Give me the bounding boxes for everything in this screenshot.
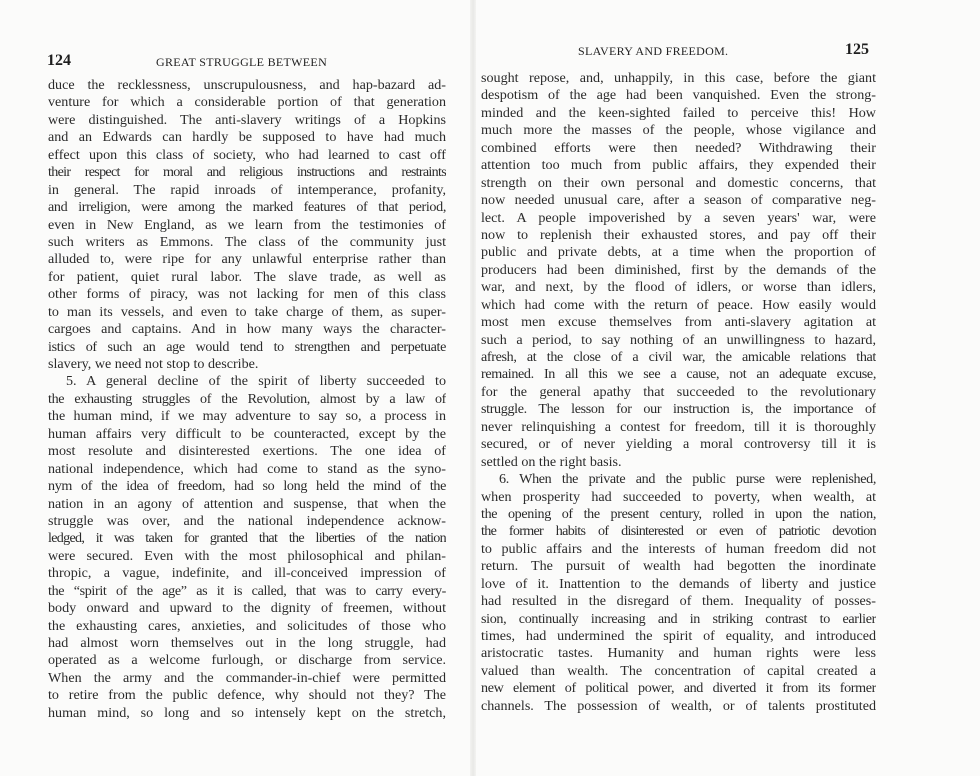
text-line: to public affairs and the interests of human freedom did not: [481, 540, 876, 557]
text-line: to man its vessels, and even to take charge of them, as super-: [48, 303, 446, 320]
text-line: such writers as Emmons. The class of the community just: [48, 233, 446, 250]
text-line: despotism of the age had been vanquished. Even the strong-: [481, 87, 876, 104]
text-line: combined efforts were then needed? Withdrawing their: [481, 139, 876, 156]
text-line: their respect for moral and religious instructions and restraints: [48, 164, 446, 181]
running-head: SLAVERY AND FREEDOM.: [578, 44, 729, 58]
text-line: other forms of piracy, was not lacking for men of this class: [48, 286, 446, 303]
text-line: which had come with the return of peace. How easily would: [481, 296, 876, 313]
text-line: minded and the keen-sighted failed to perceive this! How: [481, 104, 876, 121]
text-line: for patient, quiet rural labor. The slave trade, as well as: [48, 268, 446, 285]
text-line: secured, or of never yielding a moral controversy till it is: [481, 436, 876, 453]
text-line: operated as a welcome furlough, or discharge from service.: [48, 652, 446, 669]
text-line: to retire from the public defence, why should not they? The: [48, 687, 446, 704]
text-line: strength on their own personal and domestic concerns, that: [481, 174, 876, 191]
text-line: had resulted in the disregard of them. Inequality of posses-: [481, 593, 876, 610]
text-line: channels. The possession of wealth, or of talents prostituted: [481, 697, 876, 714]
text-line: ledged, it was taken for granted that the liberties of the nation: [48, 530, 446, 547]
text-line: nation in an agony of attention and suspense, that when the: [48, 495, 446, 512]
page-number: 124: [47, 52, 71, 69]
text-line: most men excuse themselves from anti-slavery agitation at: [481, 314, 876, 331]
text-line: slavery, we need not stop to describe.: [48, 356, 259, 372]
text-line: new element of political power, and diverted it from its former: [481, 680, 876, 697]
text-line: thropic, a vague, indefinite, and ill-conceived impression of: [48, 565, 446, 582]
text-line: alluded to, were ripe for any unlawful enterprise rather than: [48, 251, 446, 268]
text-line: 5. A general decline of the spirit of liberty succeeded to: [66, 373, 446, 390]
text-line: afresh, at the close of a civil war, the amicable relations that: [481, 349, 876, 365]
text-line: venture for which a considerable portion of that generation: [48, 94, 446, 111]
text-line: even in New England, as we learn from the testimonies of: [48, 216, 446, 233]
body-text: [48, 77, 446, 722]
page-number: 125: [845, 41, 869, 58]
text-line: remained. In all this we see a cause, not an adequate excuse,: [481, 366, 876, 383]
text-line: duce the recklessness, unscrupulousness, and hap-bazard ad-: [48, 77, 446, 93]
text-line: most resolute and disinterested exertions. The one idea of: [48, 443, 446, 460]
text-line: the opening of the present century, rolled in upon the nation,: [481, 505, 876, 522]
right-page: [476, 0, 980, 776]
text-line: nym of the idea of freedom, had so long held the mind of the: [48, 478, 446, 495]
text-line: producers had been diminished, first by the demands of the: [481, 261, 876, 278]
text-line: aristocratic tastes. Humanity and human rights were less: [481, 645, 876, 662]
text-line: cargoes and captains. And in how many ways the character-: [48, 321, 446, 338]
text-line: war, and next, by the flood of idlers, or worse than idlers,: [481, 279, 876, 296]
text-line: struggle. The lesson for our instruction is, the importance of: [481, 401, 876, 418]
text-line: now to replenish their exhausted stores, and pay off their: [481, 226, 876, 243]
text-line: the former habits of disinterested or even of patriotic devotion: [481, 523, 876, 540]
text-line: attention too much from public affairs, they expended their: [481, 157, 876, 174]
text-line: settled on the right basis.: [481, 453, 622, 470]
text-line: were secured. Even with the most philosophical and philan-: [48, 547, 446, 564]
text-line: and an Edwards can hardly be supposed to have had much: [48, 129, 446, 146]
text-line: had almost worn themselves out in the long struggle, had: [48, 635, 446, 651]
text-line: and irreligion, were among the marked features of that period,: [48, 199, 446, 216]
text-line: love of it. Inattention to the demands of liberty and justice: [481, 575, 876, 592]
text-line: the human mind, if we may adventure to say so, a process in: [48, 408, 446, 425]
text-line: national independence, which had come to stand as the syno-: [48, 460, 446, 477]
body-text: [481, 70, 876, 715]
text-line: human mind, so long and so intensely kept on the stretch,: [48, 704, 446, 721]
text-line: 6. When the private and the public purse were replenished,: [499, 471, 876, 488]
text-line: now needed unusual care, after a season of comparative neg-: [481, 192, 876, 209]
text-line: much more the masses of the people, whose vigilance and: [481, 122, 876, 139]
text-line: in general. The rapid inroads of intemperance, profanity,: [48, 181, 446, 198]
text-line: effect upon this class of society, who had learned to cast off: [48, 146, 446, 163]
left-page: [0, 0, 470, 776]
text-line: sought repose, and, unhappily, in this case, before the giant: [481, 70, 876, 86]
text-line: public and private debts, at a time when the proportion of: [481, 244, 876, 261]
text-line: return. The pursuit of wealth had begotten the inordinate: [481, 558, 876, 575]
text-line: times, had undermined the spirit of equality, and introduced: [481, 628, 876, 644]
text-line: struggle was over, and the national independence acknow-: [48, 512, 446, 529]
running-head: GREAT STRUGGLE BETWEEN: [156, 55, 328, 69]
text-line: were distinguished. The anti-slavery writings of a Hopkins: [48, 111, 446, 128]
text-line: valued than wealth. The concentration of capital created a: [481, 662, 876, 679]
text-line: When the army and the commander-in-chief were permitted: [48, 669, 446, 686]
text-line: the exhausting struggles of the Revolution, almost by a law of: [48, 390, 446, 407]
text-line: the exhausting cares, anxieties, and solicitudes of those who: [48, 617, 446, 634]
text-line: lect. A people impoverished by a seven years' war, were: [481, 209, 876, 226]
text-line: the “spirit of the age” as it is called, that was to carry every-: [48, 582, 446, 599]
text-line: for the general apathy that succeeded to the revolutionary: [481, 383, 876, 400]
text-line: when prosperity had succeeded to poverty, when wealth, at: [481, 488, 876, 505]
text-line: never relinquishing a contest for freedom, till it is thoroughly: [481, 418, 876, 435]
text-line: istics of such an age would tend to strengthen and perpetuate: [48, 338, 446, 355]
text-line: sion, continually increasing and in striking contrast to earlier: [481, 610, 876, 627]
text-line: such a period, to say nothing of an unwillingness to hazard,: [481, 331, 876, 348]
text-line: body onward and upward to the dignity of freemen, without: [48, 600, 446, 617]
text-line: human affairs very difficult to be counteracted, except by the: [48, 425, 446, 442]
